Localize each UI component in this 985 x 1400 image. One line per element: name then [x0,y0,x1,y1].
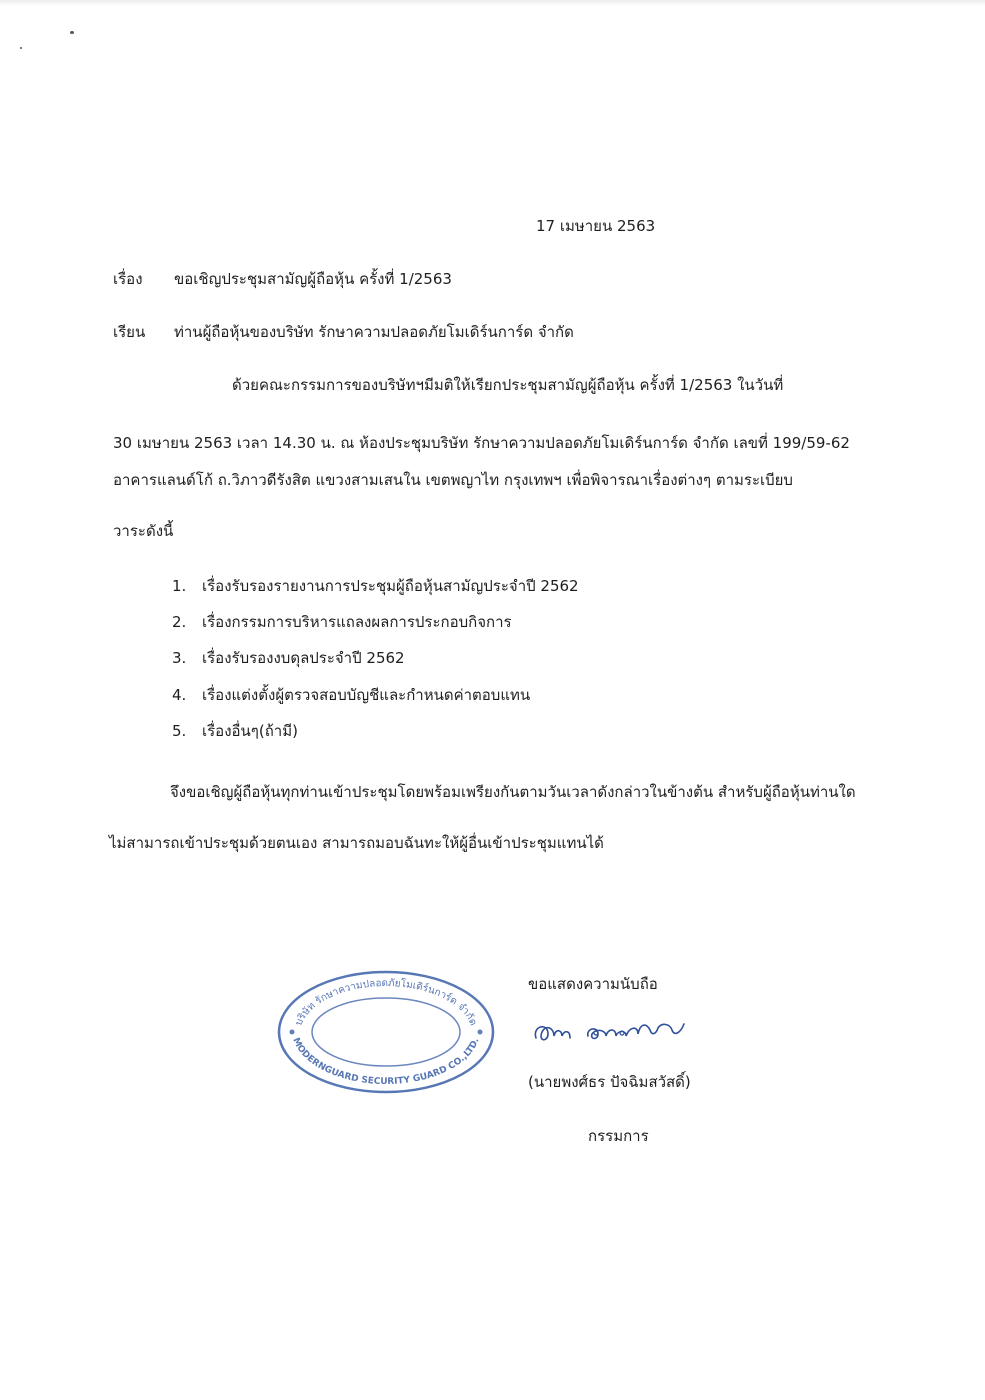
scan-edge-shadow [0,0,985,6]
agenda-number: 5. [172,722,187,740]
agenda-number: 4. [172,686,187,704]
recipient-label: เรียน [113,323,146,341]
body-line: วาระดังนี้ [113,522,174,540]
agenda-number: 3. [172,649,187,667]
closing-line: ไม่สามารถเข้าประชุมด้วยตนเอง สามารถมอบฉันทะให้ผู้อื่นเข้าประชุมแทนได้ [109,834,604,852]
agenda-item [172,576,579,596]
closing-line: จึงขอเชิญผู้ถือหุ้นทุกท่านเข้าประชุมโดยพร้อมเพรียงกันตามวันเวลาดังกล่าวในข้างต้น สำหรับผู้ถือหุ้นท่านใด [170,783,856,801]
subject-label: เรื่อง [113,270,143,288]
subject-text: ขอเชิญประชุมสามัญผู้ถือหุ้น ครั้งที่ 1/2563 [174,270,452,288]
agenda-text: เรื่องกรรมการบริหารแถลงผลการประกอบกิจการ [202,613,512,631]
regards-text: ขอแสดงความนับถือ [528,975,658,993]
scan-speck [20,47,22,49]
body-line: 30 เมษายน 2563 เวลา 14.30 น. ณ ห้องประชุมบริษัท รักษาความปลอดภัยโมเดิร์นการ์ด จำกัด เลขที่ 199/59-62 [113,434,850,452]
scan-speck [70,31,74,34]
signer-title: กรรมการ [588,1127,649,1145]
agenda-item [172,685,530,705]
agenda-text: เรื่องรับรองงบดุลประจำปี 2562 [202,649,405,667]
company-stamp [276,968,496,1096]
stamp-top-text: บริษัท รักษาความปลอดภัยโมเดิร์นการ์ด จำกัด [293,977,479,1028]
signature-mark [526,1012,706,1052]
letter-date: 17 เมษายน 2563 [536,217,656,235]
agenda-number: 1. [172,577,187,595]
body-line: ด้วยคณะกรรมการของบริษัทฯมีมติให้เรียกประชุมสามัญผู้ถือหุ้น ครั้งที่ 1/2563 ในวันที่ [232,376,784,394]
stamp-bottom-text: MODERNGUARD SECURITY GUARD CO.,LTD. [290,1036,482,1088]
agenda-number: 2. [172,613,187,631]
signer-name: (นายพงศ์ธร ปัจฉิมสวัสดิ์) [528,1073,691,1091]
agenda-item [172,648,405,668]
body-line: อาคารแลนด์โก้ ถ.วิภาวดีรังสิต แขวงสามเสนใน เขตพญาไท กรุงเทพฯ เพื่อพิจารณาเรื่องต่างๆ ตามระเบียบ [113,471,793,489]
agenda-text: เรื่องรับรองรายงานการประชุมผู้ถือหุ้นสามัญประจำปี 2562 [202,577,579,595]
agenda-item [172,721,298,741]
agenda-item [172,612,512,632]
agenda-text: เรื่องอื่นๆ(ถ้ามี) [202,722,298,740]
agenda-text: เรื่องแต่งตั้งผู้ตรวจสอบบัญชีและกำหนดค่าตอบแทน [202,686,531,704]
recipient-text: ท่านผู้ถือหุ้นของบริษัท รักษาความปลอดภัยโมเดิร์นการ์ด จำกัด [174,323,574,341]
